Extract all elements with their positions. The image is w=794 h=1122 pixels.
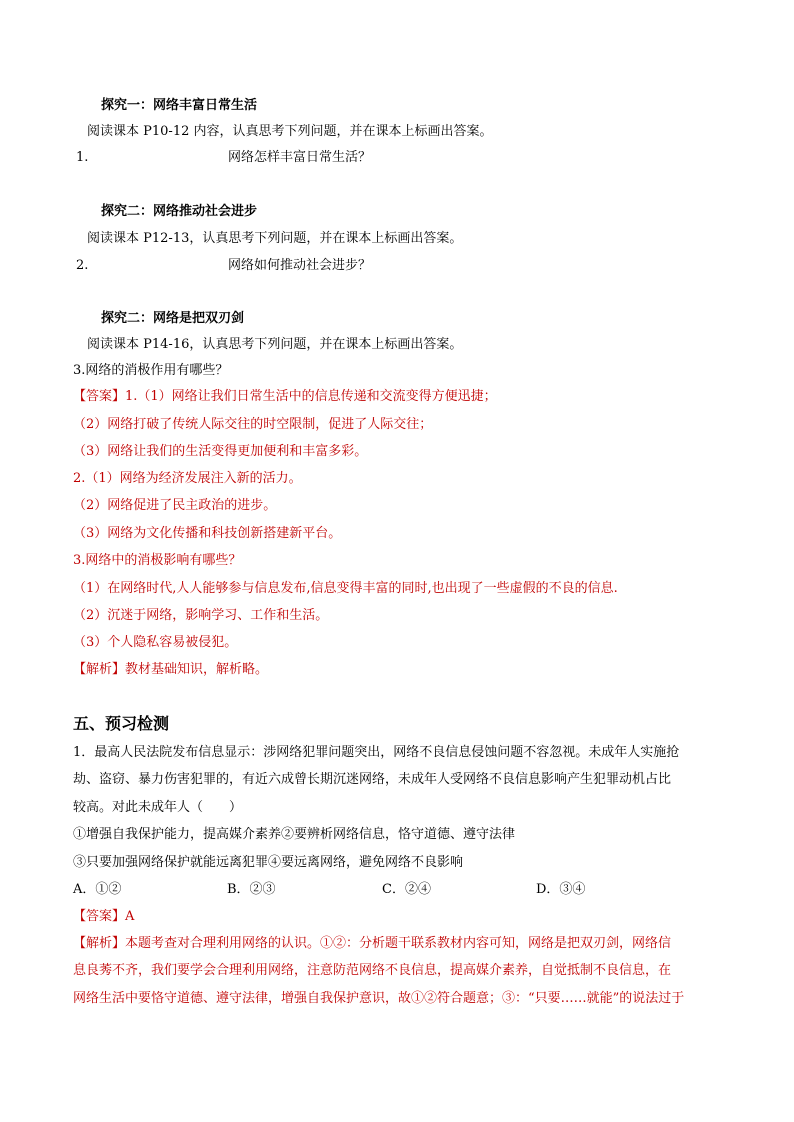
explore3-title: 探究二：网络是把双刃剑 (101, 311, 245, 326)
answer-line: 【答案】1.（1）网络让我们日常生活中的信息传递和交流变得方便迅捷； (73, 389, 497, 404)
answer-line: （3）网络让我们的生活变得更加便利和丰富多彩。 (73, 444, 368, 459)
explore1-instruction: 阅读课本 P10-12 内容，认真思考下列问题，并在课本上标画出答案。 (87, 124, 493, 139)
explore2-question-number: 2. (76, 258, 89, 273)
explore2-instruction: 阅读课本 P12-13，认真思考下列问题，并在课本上标画出答案。 (87, 231, 463, 246)
explore3-question: 3.网络的消极作用有哪些？ (73, 363, 229, 378)
explore3-instruction: 阅读课本 P14-16，认真思考下列问题，并在课本上标画出答案。 (87, 337, 463, 352)
option-b: B．②③ (227, 882, 276, 897)
answer-line: 3.网络中的消极影响有哪些？ (73, 553, 242, 568)
answer-line: （2）网络打破了传统人际交往的时空限制，促进了人际交往； (73, 417, 433, 432)
answer-line: （2）沉迷于网络，影响学习、工作和生活。 (73, 608, 329, 623)
explore1-question: 网络怎样丰富日常生活？ (228, 150, 372, 165)
option-d: D．③④ (536, 882, 586, 897)
explore1-question-number: 1. (76, 150, 89, 165)
answer-line: （2）网络促进了民主政治的进步。 (73, 498, 277, 513)
explore1-title: 探究一：网络丰富日常生活 (101, 98, 258, 113)
explore2-question: 网络如何推动社会进步？ (228, 258, 372, 273)
question-text-line: 劫、盗窃、暴力伤害犯罪的，有近六成曾长期沉迷网络，未成年人受网络不良信息影响产生犯罪动机占比 (73, 772, 672, 787)
answer-line: 2.（1）网络为经济发展注入新的活力。 (73, 471, 302, 486)
analysis-line: 【解析】本题考查对合理利用网络的认识。①②：分析题干联系教材内容可知，网络是把双刃剑，网络信 (73, 936, 672, 951)
analysis-line: 网络生活中要恪守道德、遵守法律，增强自我保护意识，故①②符合题意；③：“只要……就能”的说法过于 (73, 991, 685, 1006)
answer-label: 【答案】A (73, 909, 135, 924)
analysis-line: 【解析】教材基础知识，解析略。 (73, 662, 269, 677)
section-heading: 五、预习检测 (73, 714, 170, 733)
statement-line: ③只要加强网络保护就能远离犯罪④要远离网络，避免网络不良影响 (73, 855, 464, 870)
question-text-line: 较高。对此未成年人（ ） (73, 800, 243, 815)
explore2-title: 探究二：网络推动社会进步 (101, 204, 258, 219)
answer-line: （3）网络为文化传播和科技创新搭建新平台。 (73, 526, 342, 541)
question-text-line: 1．最高人民法院发布信息显示：涉网络犯罪问题突出，网络不良信息侵蚀问题不容忽视。未成年人实施抢 (73, 745, 680, 760)
statement-line: ①增强自我保护能力，提高媒介素养②要辨析网络信息，恪守道德、遵守法律 (73, 827, 516, 842)
answer-line: （1）在网络时代,人人能够参与信息发布,信息变得丰富的同时,也出现了一些虚假的不良的信息. (73, 581, 618, 596)
analysis-line: 息良莠不齐，我们要学会合理利用网络，注意防范网络不良信息，提高媒介素养，自觉抵制不良信息，在 (73, 963, 672, 978)
answer-line: （3）个人隐私容易被侵犯。 (73, 635, 238, 650)
option-a: A．①② (73, 882, 122, 897)
option-c: C．②④ (382, 882, 431, 897)
